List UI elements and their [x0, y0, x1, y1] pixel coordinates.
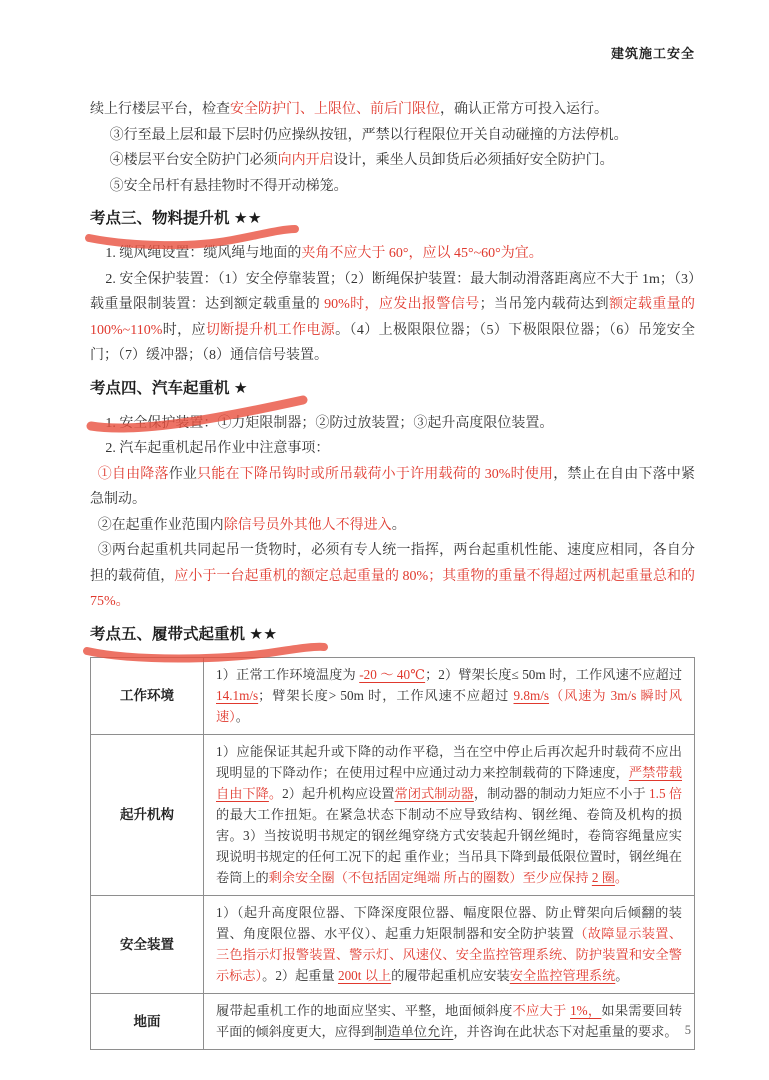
- paragraph: ③两台起重机共同起吊一货物时，必须有专人统一指挥，两台起重机性能、速度应相同，各自分担的载荷值，应小于一台起重机的额定总起重量的 80%；其重物的重量不得超过两机起重量总和的 75%。: [90, 543, 696, 609]
- page-content: [90, 97, 695, 1050]
- row-content: 1）（起升高度限位器、下降深度限位器、幅度限位器、防止臂架向后倾翻的装置、角度限位器、水平仪）、起重力矩限制器和安全防护装置（故障显示装置、三色指示灯报警装置、警示灯、风速仪、安全监控管理系统、防护装置和安全警示标志）。2）起重量 200t 以上的履带起重机应安装安全监控管理系统。: [204, 895, 695, 993]
- table-row: [91, 657, 695, 734]
- paragraph: ⑤安全吊杆有悬挂物时不得开动梯笼。: [109, 178, 348, 194]
- paragraph: ③行至最上层和最下层时仍应操纵按钮，严禁以行程限位开关自动碰撞的方法停机。: [109, 127, 628, 143]
- row-label: 安全装置: [91, 895, 204, 993]
- row-label: 起升机构: [91, 734, 204, 895]
- row-label: 地面: [91, 993, 204, 1049]
- page-number: 5: [684, 1023, 691, 1037]
- section-title-material-hoist: [90, 208, 695, 230]
- section-title-crawler-crane: [90, 624, 695, 646]
- paragraph: ①自由降落作业只能在下降吊钩时或所吊载荷小于许用载荷的 30%时使用，禁止在自由下落中紧急制动。: [90, 466, 696, 507]
- table-row: [91, 993, 695, 1049]
- paragraph: 续上行楼层平台，检查安全防护门、上限位、前后门限位，确认正常方可投入运行。: [90, 102, 608, 117]
- paragraph: 2. 汽车起重机起吊作业中注意事项：: [105, 441, 330, 456]
- paragraph: ④楼层平台安全防护门必须向内开启设计，乘坐人员卸货后必须插好安全防护门。: [109, 153, 614, 168]
- paragraph: ②在起重作业范围内除信号员外其他人不得进入。: [97, 517, 406, 533]
- paragraph: 2. 安全保护装置：（1）安全停靠装置；（2）断绳保护装置：最大制动滑落距离应不大于 1m；（3）载重量限制装置：达到额定载重量的 90%时，应发出报警信号；当吊笼内载荷达到额定载重量的 100%~110%时，应切断提升机工作电源。（4）上极限限位器；（5）下极限限位器；（6）吊笼安全门；（7）缓冲器；（8）通信信号装置。: [90, 271, 696, 363]
- section-title-text: 考点三、物料提升机 ★★: [90, 210, 262, 227]
- crawler-crane-table: [90, 657, 695, 1050]
- section-title-text: 考点五、履带式起重机 ★★: [90, 625, 278, 643]
- table-row: [91, 734, 695, 895]
- paragraph: 1. 缆风绳设置：缆风绳与地面的夹角不应大于 60°，应以 45°~60°为宜。: [105, 246, 543, 261]
- section-title-text: 考点四、汽车起重机 ★: [90, 379, 248, 397]
- section-title-truck-crane: [90, 378, 695, 400]
- table-row: [91, 895, 695, 993]
- page-header-title: 建筑施工安全: [610, 46, 695, 61]
- row-content: 履带起重机工作的地面应坚实、平整，地面倾斜度不应大于 1%，如果需要回转平面的倾斜度更大，应得到制造单位允许，并咨询在此状态下对起重量的要求。: [204, 993, 695, 1049]
- paragraph: 1. 安全保护装置：①力矩限制器；②防过放装置；③起升高度限位装置。: [105, 415, 554, 431]
- row-content: 1）应能保证其起升或下降的动作平稳，当在空中停止后再次起升时载荷不应出现明显的下降动作；在使用过程中应通过动力来控制载荷的下降速度，严禁带载自由下降。2）起升机构应设置常闭式制动器，制动器的制动力矩应不小于 1.5 倍的最大工作扭矩。在紧急状态下制动不应导致结构、钢丝绳、卷筒及机构的损害。3）当按说明书规定的钢丝绳穿绕方式安装起升钢丝绳时，卷筒容绳量应实现说明书规定的任何工况下的起 重作业；当吊具下降到最低限位置时，钢丝绳在卷筒上的剩余安全圈（不包括固定绳端 所占的圈数）至少应保持 2 圈。: [204, 734, 695, 895]
- row-content: 1）正常工作环境温度为 -20 ～ 40℃；2）臂架长度≤ 50m 时，工作风速不应超过 14.1m/s；臂架长度> 50m 时，工作风速不应超过 9.8m/s（风速为 3m/s 瞬时风速）。: [204, 657, 695, 734]
- row-label: 工作环境: [91, 657, 204, 734]
